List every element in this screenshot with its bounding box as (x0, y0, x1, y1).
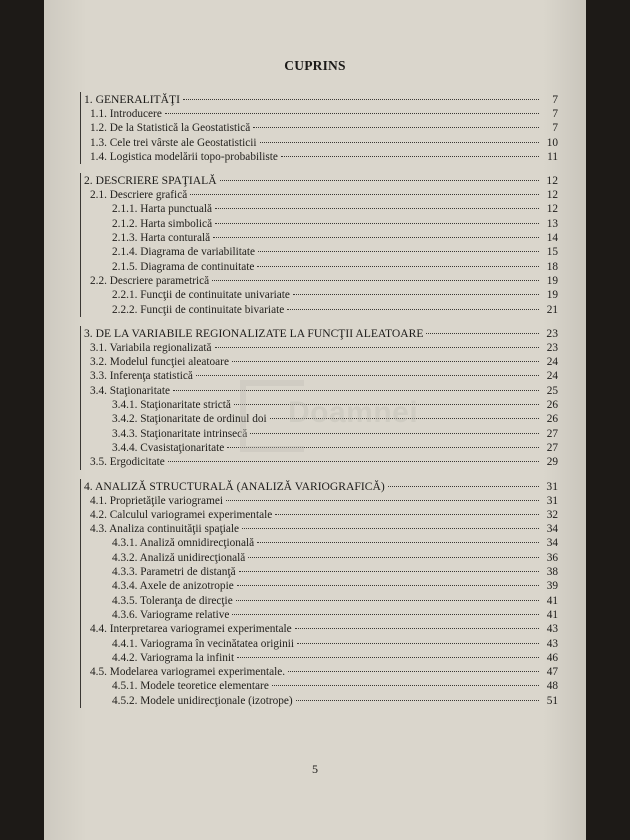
dot-leader (215, 222, 539, 224)
toc-entry-page: 19 (546, 274, 558, 287)
toc-entry-label: 4.5. Modelarea variogramei experimentale. (90, 666, 286, 679)
toc-entry-label: 4.3. Analiza continuităţii spaţiale (90, 523, 240, 536)
dot-leader (296, 699, 539, 701)
toc-entry-label: 1.4. Logistica modelării topo-probabiliste (90, 150, 278, 163)
toc-entry-page: 12 (546, 174, 558, 188)
dot-leader (272, 684, 539, 686)
toc-entry-label: 4.4.2. Variograma la infinit (112, 651, 235, 664)
toc-entry-label: 3.4. Staţionaritate (90, 384, 170, 397)
toc-subsection (84, 679, 558, 693)
page-title: CUPRINS (284, 58, 346, 73)
dot-leader (253, 126, 539, 128)
toc-entry-label: 2.1.5. Diagrama de continuitate (112, 260, 255, 273)
toc-subsection (84, 694, 558, 708)
toc-entry-label: 4.4.1. Variograma în vecinătatea originii (112, 637, 295, 650)
toc-entry-page: 26 (546, 413, 558, 426)
toc-subsection (84, 579, 558, 593)
dot-leader (232, 360, 539, 362)
dot-leader (239, 570, 539, 572)
toc-entry-label: 4. ANALIZĂ STRUCTURALĂ (ANALIZĂ VARIOGRAFICĂ) (84, 479, 385, 493)
toc-entry-label: 3. DE LA VARIABILE REGIONALIZATE LA FUNCŢII ALEATOARE (84, 326, 424, 340)
toc-subsection (84, 594, 558, 608)
toc-entry-label: 1.3. Cele trei vârste ale Geostatisticii (90, 136, 257, 149)
toc-subsection (84, 637, 558, 651)
toc-entry-label: 2.1. Descriere grafică (90, 189, 188, 202)
dot-leader (287, 308, 539, 310)
toc-subsection (84, 565, 558, 579)
toc-entry-page: 34 (546, 537, 558, 550)
watermark-text: Doamnei (288, 396, 419, 429)
toc-entry-label: 4.5.2. Modele unidirecţionale (izotrope) (112, 694, 293, 707)
toc-entry-page: 27 (546, 427, 558, 440)
toc-entry-page: 7 (552, 93, 558, 106)
toc-entry-label: 4.3.6. Variograme relative (112, 608, 230, 621)
toc-entry-page: 15 (546, 246, 558, 259)
dot-leader (242, 527, 539, 529)
toc-entry-label: 2.1.3. Harta conturală (112, 232, 211, 245)
toc-entry-label: 3.1. Variabila regionalizată (90, 341, 212, 354)
toc-chapter-heading (84, 326, 558, 341)
toc-section-entry (84, 665, 558, 679)
toc-subsection (84, 651, 558, 665)
dot-leader (183, 98, 539, 100)
toc-entry-page: 32 (546, 508, 558, 521)
dot-leader (288, 670, 539, 672)
toc-entry-label: 4.4. Interpretarea variogramei experimentale (90, 623, 292, 636)
toc-section-entry (84, 274, 558, 288)
toc-section-entry (84, 355, 558, 369)
dot-leader (168, 460, 539, 462)
toc-entry-label: 2.2.1. Funcţii de continuitate univariate (112, 289, 290, 302)
toc-entry-label: 4.1. Proprietăţile variogramei (90, 494, 224, 507)
toc-entry-page: 24 (546, 370, 558, 383)
toc-entry-label: 4.2. Calculul variogramei experimentale (90, 508, 273, 521)
dot-leader (258, 250, 539, 252)
toc-entry-label: 2.2. Descriere parametrică (90, 274, 210, 287)
toc-entry-label: 4.3.5. Toleranţa de direcţie (112, 594, 233, 607)
toc-section-entry (84, 121, 558, 135)
toc-section-entry (84, 107, 558, 121)
toc-entry-label: 4.3.4. Axele de anizotropie (112, 580, 234, 593)
toc-entry-page: 29 (546, 456, 558, 469)
toc-entry-page: 26 (546, 399, 558, 412)
toc-entry-page: 34 (546, 523, 558, 536)
toc-subsection (84, 303, 558, 317)
toc-entry-label: 3.3. Inferenţa statistică (90, 370, 193, 383)
dot-leader (260, 141, 539, 143)
toc-entry-label: 3.4.2. Staţionaritate de ordinul doi (112, 413, 267, 426)
toc-subsection (84, 536, 558, 550)
toc-entry-page: 51 (546, 694, 558, 707)
toc-entry-label: 3.4.3. Staţionaritate intrinsecă (112, 427, 248, 440)
toc-entry-page: 23 (546, 341, 558, 354)
dot-leader (190, 193, 539, 195)
toc-entry-page: 23 (546, 326, 558, 340)
toc-section-entry (84, 188, 558, 202)
toc-entry-page: 24 (546, 356, 558, 369)
book-page (44, 0, 586, 840)
dot-leader (257, 541, 539, 543)
toc-entry-page: 7 (552, 108, 558, 120)
toc-section-entry (84, 508, 558, 522)
toc-subsection (84, 608, 558, 622)
toc-entry-page: 14 (546, 232, 558, 245)
toc-entry-page: 39 (546, 580, 558, 593)
toc-entry-page: 43 (546, 623, 558, 636)
toc-section-entry (84, 494, 558, 508)
toc-entry-page: 18 (546, 260, 558, 273)
toc-entry-page: 13 (546, 217, 558, 230)
toc-section (80, 479, 558, 708)
toc-entry-page: 7 (552, 122, 558, 135)
toc-entry-label: 1.2. De la Statistică la Geostatistică (90, 122, 251, 135)
dot-leader (297, 642, 539, 644)
dot-leader (232, 613, 539, 615)
toc-subsection (84, 245, 558, 259)
dot-leader (281, 155, 539, 157)
toc-subsection (84, 231, 558, 245)
toc-entry-page: 38 (546, 566, 558, 579)
toc-entry-label: 2.1.4. Diagrama de variabilitate (112, 246, 256, 259)
toc-entry-page: 27 (546, 441, 558, 454)
toc-entry-page: 31 (546, 494, 558, 507)
toc-chapter-heading (84, 479, 558, 494)
toc-entry-label: 2. DESCRIERE SPAŢIALĂ (84, 174, 217, 188)
dot-leader (236, 599, 539, 601)
dot-leader (237, 584, 539, 586)
toc-entry-page: 43 (546, 637, 558, 650)
toc-subsection (84, 260, 558, 274)
toc-subsection (84, 551, 558, 565)
toc-section-entry (84, 455, 558, 469)
toc-entry-page: 36 (546, 551, 558, 564)
toc-subsection (84, 202, 558, 216)
watermark (240, 380, 490, 454)
toc-entry-page: 11 (547, 150, 558, 163)
toc-entry-page: 25 (546, 384, 558, 397)
toc-entry-label: 1. GENERALITĂŢI (84, 93, 180, 106)
dot-leader (248, 556, 539, 558)
toc-entry-label: 3.2. Modelul funcţiei aleatoare (90, 356, 229, 369)
dot-leader (275, 513, 539, 515)
toc-entry-label: 3.5. Ergodicitate (90, 456, 165, 469)
dot-leader (295, 627, 539, 629)
toc-chapter-heading (84, 92, 558, 107)
dot-leader (165, 112, 539, 114)
toc-entry-label: 3.4.1. Staţionaritate strictă (112, 399, 231, 412)
toc-entry-page: 12 (546, 189, 558, 202)
toc-section-entry (84, 341, 558, 355)
dot-leader (213, 236, 539, 238)
toc-section (80, 92, 558, 164)
toc-entry-page: 31 (546, 479, 558, 493)
toc-subsection (84, 288, 558, 302)
toc-entry-label: 4.3.2. Analiză unidirecţională (112, 551, 246, 564)
toc-entry-page: 48 (546, 680, 558, 693)
dot-leader (293, 293, 539, 295)
dot-leader (215, 346, 540, 348)
toc-section (80, 173, 558, 317)
toc-entry-label: 2.1.1. Harta punctuală (112, 203, 213, 216)
dot-leader (226, 499, 539, 501)
dot-leader (220, 179, 539, 181)
dot-leader (212, 279, 539, 281)
dot-leader (215, 207, 539, 209)
toc-entry-page: 46 (546, 651, 558, 664)
toc-section-entry (84, 136, 558, 150)
toc-entry-label: 4.3.3. Parametri de distanţă (112, 566, 236, 579)
toc-entry-page: 41 (546, 594, 558, 607)
toc-entry-label: 3.4.4. Cvasistaţionaritate (112, 441, 225, 454)
dot-leader (237, 656, 539, 658)
toc-subsection (84, 217, 558, 231)
toc-entry-page: 41 (546, 608, 558, 621)
toc-section-entry (84, 522, 558, 536)
toc-entry-page: 21 (546, 303, 558, 316)
toc-entry-page: 47 (546, 666, 558, 679)
toc-entry-label: 4.5.1. Modele teoretice elementare (112, 680, 269, 693)
toc-section-entry (84, 150, 558, 164)
toc-entry-page: 19 (546, 289, 558, 302)
toc-chapter-heading (84, 173, 558, 188)
toc-entry-page: 10 (546, 136, 558, 149)
page-number: 5 (312, 762, 318, 776)
dot-leader (388, 485, 539, 487)
dot-leader (196, 374, 539, 376)
dot-leader (257, 265, 539, 267)
toc-entry-label: 2.2.2. Funcţii de continuitate bivariate (112, 303, 285, 316)
toc-entry-page: 12 (546, 203, 558, 216)
toc-section-entry (84, 622, 558, 636)
toc-entry-label: 4.3.1. Analiză omnidirecţională (112, 537, 255, 550)
dot-leader (426, 332, 539, 334)
toc-entry-label: 2.1.2. Harta simbolică (112, 217, 213, 230)
toc-entry-label: 1.1. Introducere (90, 108, 162, 120)
